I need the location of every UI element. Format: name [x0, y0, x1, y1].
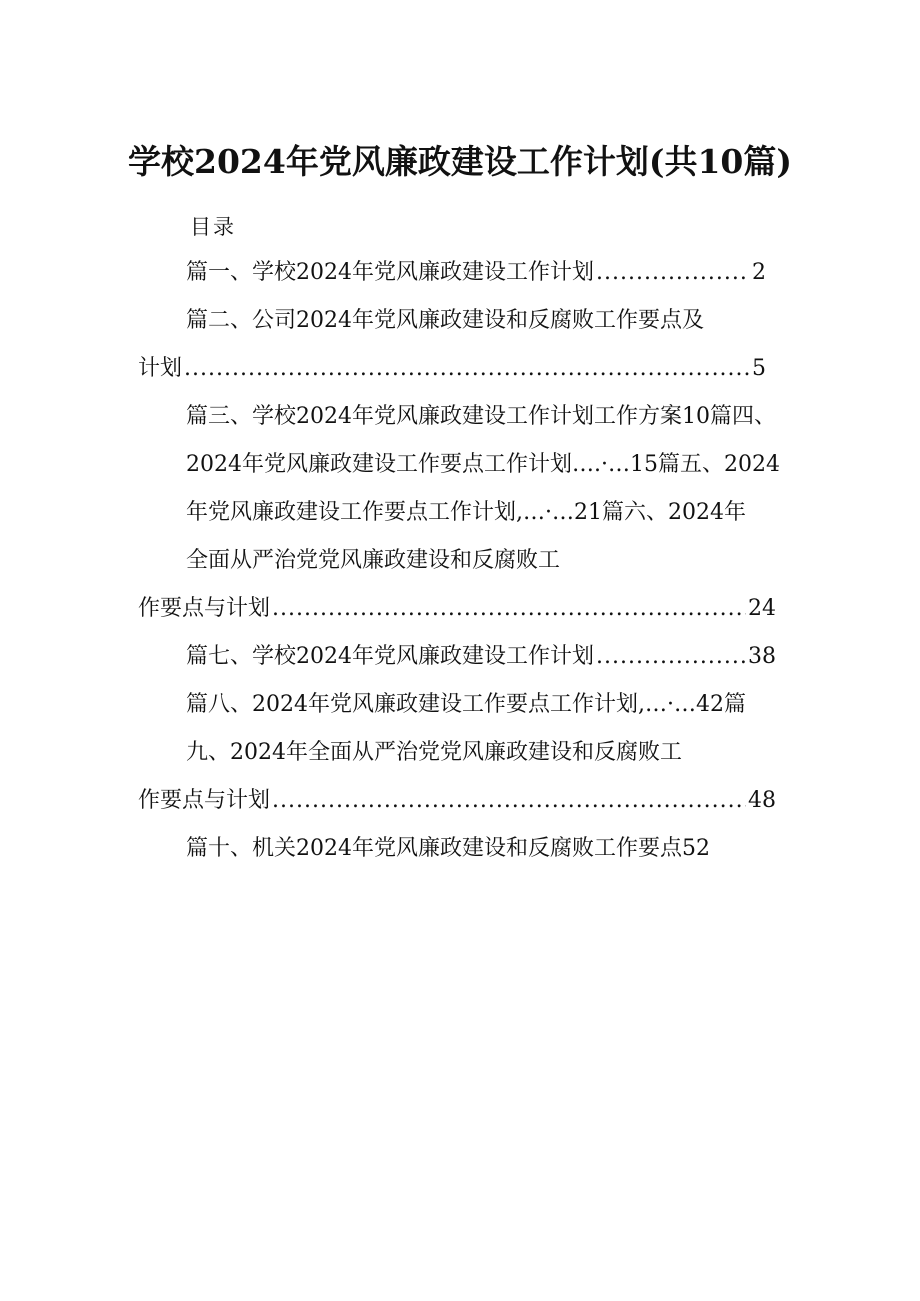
- toc-entry-2: 篇二、公司2024年党风廉政建设和反腐败工作要点及: [186, 308, 704, 333]
- toc-page-number: 48: [748, 788, 776, 813]
- toc-leader-dots: [596, 257, 750, 289]
- toc-leader-dots: [596, 641, 746, 673]
- toc-page-number: 5: [752, 356, 766, 381]
- toc-entry-3: 篇三、学校2024年党风廉政建设工作计划工作方案10篇四、: [186, 404, 776, 429]
- toc-entry-9: 九、2024年全面从严治党党风廉政建设和反腐败工: [186, 740, 682, 765]
- toc-entry-2-continued: [138, 353, 766, 385]
- toc-page-number: 38: [748, 644, 776, 669]
- toc-leader-dots: [272, 593, 746, 625]
- toc-entry-9-continued: [138, 785, 776, 817]
- toc-entry-5: 年党风廉政建设工作要点工作计划,…·…21篇六、2024年: [186, 500, 746, 525]
- toc-entry-1: [186, 257, 766, 289]
- toc-heading: 目录: [190, 215, 236, 239]
- toc-entry-7: [186, 641, 776, 673]
- toc-page-number: 2: [752, 260, 766, 285]
- toc-entry-8: 篇八、2024年党风廉政建设工作要点工作计划,…·…42篇: [186, 692, 746, 717]
- toc-entry-4: 2024年党风廉政建设工作要点工作计划….·…15篇五、2024: [186, 452, 780, 477]
- toc-entry-text: 篇七、学校2024年党风廉政建设工作计划: [186, 644, 594, 669]
- toc-leader-dots: [184, 353, 750, 385]
- document-title: 学校2024年党风廉政建设工作计划(共10篇): [128, 142, 792, 181]
- toc-entry-6: 全面从严治党党风廉政建设和反腐败工: [186, 548, 561, 573]
- toc-entry-6-continued: [138, 593, 776, 625]
- toc-entry-text: 计划: [138, 356, 183, 381]
- toc-entry-text: 篇一、学校2024年党风廉政建设工作计划: [186, 260, 594, 285]
- toc-entry-text: 作要点与计划: [138, 596, 271, 621]
- toc-page-number: 24: [748, 596, 776, 621]
- toc-entry-10: 篇十、机关2024年党风廉政建设和反腐败工作要点52: [186, 836, 710, 861]
- toc-leader-dots: [272, 785, 746, 817]
- toc-entry-text: 作要点与计划: [138, 788, 271, 813]
